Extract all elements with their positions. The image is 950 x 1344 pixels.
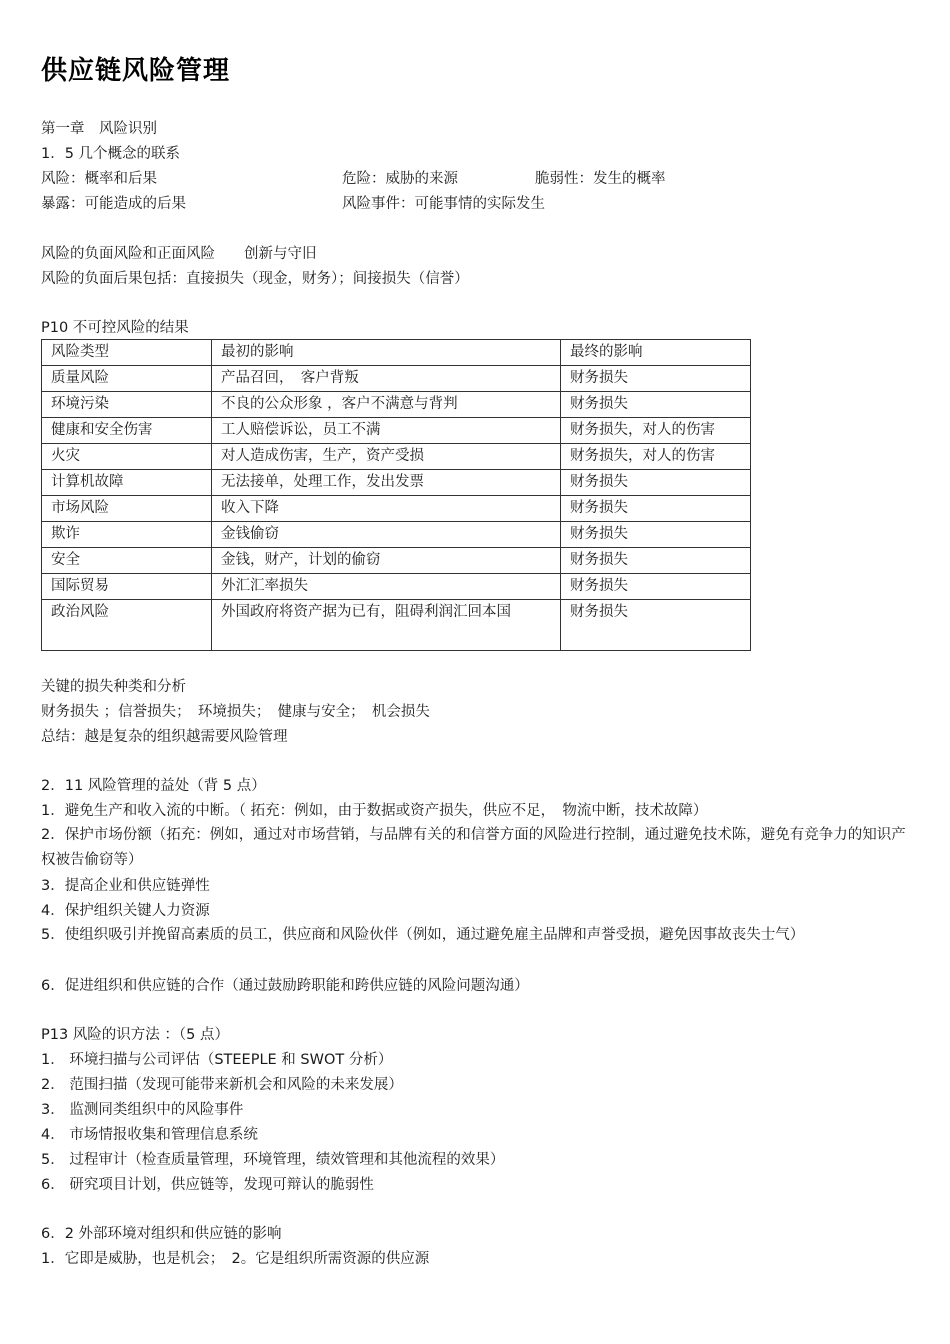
concept-risk-event: 风险事件：可能事情的实际发生 — [342, 196, 545, 212]
table-row — [42, 418, 751, 444]
table-cell: 不良的公众形象 ，客户不满意与背判 — [212, 392, 561, 418]
table-cell: 财务损失 — [561, 574, 751, 600]
method-item: 2． 范围扫描（发现可能带来新机会和风险的未来发展） — [41, 1077, 403, 1093]
table-cell: 环境污染 — [42, 392, 212, 418]
concept-exposure: 暴露：可能造成的后果 — [41, 196, 186, 212]
table-row — [42, 600, 751, 651]
table-header: 最初的影响 — [212, 340, 561, 366]
table-cell: 财务损失 — [561, 522, 751, 548]
table-cell: 质量风险 — [42, 366, 212, 392]
benefit-item: 2．保护市场份额（拓充：例如，通过对市场营销，与品牌有关的和信誉方面的风险进行控制，通过避免技术陈，避免有竞争力的知识产权被告偷窃等） — [41, 827, 906, 868]
neg-consequence-line: 风险的负面后果包括：直接损失（现金，财务）；间接损失（信誉） — [41, 271, 469, 287]
benefit-item: 4．保护组织关键人力资源 — [41, 903, 210, 919]
table-cell: 计算机故障 — [42, 470, 212, 496]
risk-table — [41, 339, 751, 651]
table-cell: 市场风险 — [42, 496, 212, 522]
table-cell: 政治风险 — [42, 600, 212, 651]
summary-line: 总结：越是复杂的组织越需要风险管理 — [41, 729, 288, 745]
benefit-item: 6．促进组织和供应链的合作（通过鼓励跨职能和跨供应链的风险问题沟通） — [41, 978, 529, 994]
table-row — [42, 522, 751, 548]
concepts-row-1 — [41, 169, 909, 189]
table-cell: 财务损失 — [561, 470, 751, 496]
table-cell: 金钱偷窃 — [212, 522, 561, 548]
concepts-row-2 — [41, 194, 909, 214]
concept-risk: 风险：概率和后果 — [41, 171, 157, 187]
table-header-row — [42, 340, 751, 366]
table-cell: 国际贸易 — [42, 574, 212, 600]
table-header: 最终的影响 — [561, 340, 751, 366]
method-item: 1． 环境扫描与公司评估（STEEPLE 和 SWOT 分析） — [41, 1052, 393, 1068]
table-cell: 欺诈 — [42, 522, 212, 548]
table-cell: 财务损失 — [561, 600, 751, 651]
method-item: 3． 监测同类组织中的风险事件 — [41, 1102, 244, 1118]
table-cell: 安全 — [42, 548, 212, 574]
table-cell: 财务损失 — [561, 392, 751, 418]
table-cell: 财务损失 — [561, 366, 751, 392]
method-item: 5． 过程审计（检查质量管理，环境管理，绩效管理和其他流程的效果） — [41, 1152, 505, 1168]
table-cell: 财务损失，对人的伤害 — [561, 418, 751, 444]
table-cell: 财务损失 — [561, 496, 751, 522]
method-item: 4． 市场情报收集和管理信息系统 — [41, 1127, 258, 1143]
chapter-heading: 第一章 风险识别 — [41, 121, 157, 137]
concept-vulnerability: 脆弱性：发生的概率 — [535, 171, 666, 187]
method-item: 6． 研究项目计划，供应链等，发现可辩认的脆弱性 — [41, 1177, 374, 1193]
benefits-title: 2．11 风险管理的益处（背 5 点） — [41, 778, 266, 794]
table-cell: 对人造成伤害，生产，资产受损 — [212, 444, 561, 470]
table-row — [42, 548, 751, 574]
section-heading-concepts: 1．5 几个概念的联系 — [41, 146, 181, 162]
table-row — [42, 496, 751, 522]
benefit-item: 5．使组织吸引并挽留高素质的员工，供应商和风险伙伴（例如，通过避免雇主品牌和声誉受损，避免因事故丧失士气） — [41, 927, 805, 943]
neg-pos-line: 风险的负面风险和正面风险 创新与守旧 — [41, 246, 317, 262]
table-cell: 工人赔偿诉讼，员工不满 — [212, 418, 561, 444]
methods-title: P13 风险的识方法 ：（5 点） — [41, 1027, 229, 1043]
concept-hazard: 危险：威胁的来源 — [342, 171, 458, 187]
loss-title: 关键的损失种类和分析 — [41, 679, 186, 695]
page-title: 供应链风险管理 — [41, 56, 231, 86]
table-header: 风险类型 — [42, 340, 212, 366]
external-line: 1．它即是威胁，也是机会； 2。它是组织所需资源的供应源 — [41, 1251, 430, 1267]
table-cell: 火灾 — [42, 444, 212, 470]
table-cell: 健康和安全伤害 — [42, 418, 212, 444]
table-row — [42, 366, 751, 392]
table-cell: 无法接单，处理工作，发出发票 — [212, 470, 561, 496]
table-cell: 外汇汇率损失 — [212, 574, 561, 600]
external-title: 6．2 外部环境对组织和供应链的影响 — [41, 1226, 282, 1242]
table-caption: P10 不可控风险的结果 — [41, 320, 189, 336]
table-row — [42, 392, 751, 418]
table-row — [42, 574, 751, 600]
table-cell: 产品召回， 客户背叛 — [212, 366, 561, 392]
table-cell: 财务损失，对人的伤害 — [561, 444, 751, 470]
loss-types: 财务损失 ；信誉损失； 环境损失； 健康与安全； 机会损失 — [41, 704, 430, 720]
table-cell: 金钱，财产，计划的偷窃 — [212, 548, 561, 574]
benefit-item: 1．避免生产和收入流的中断。（ 拓充：例如，由于数据或资产损失，供应不足， 物流中断，技术故障） — [41, 803, 708, 819]
table-row — [42, 470, 751, 496]
table-cell: 外国政府将资产据为已有，阻碍利润汇回本国 — [212, 600, 561, 651]
table-cell: 收入下降 — [212, 496, 561, 522]
benefit-item: 3．提高企业和供应链弹性 — [41, 878, 210, 894]
table-row — [42, 444, 751, 470]
table-cell: 财务损失 — [561, 548, 751, 574]
